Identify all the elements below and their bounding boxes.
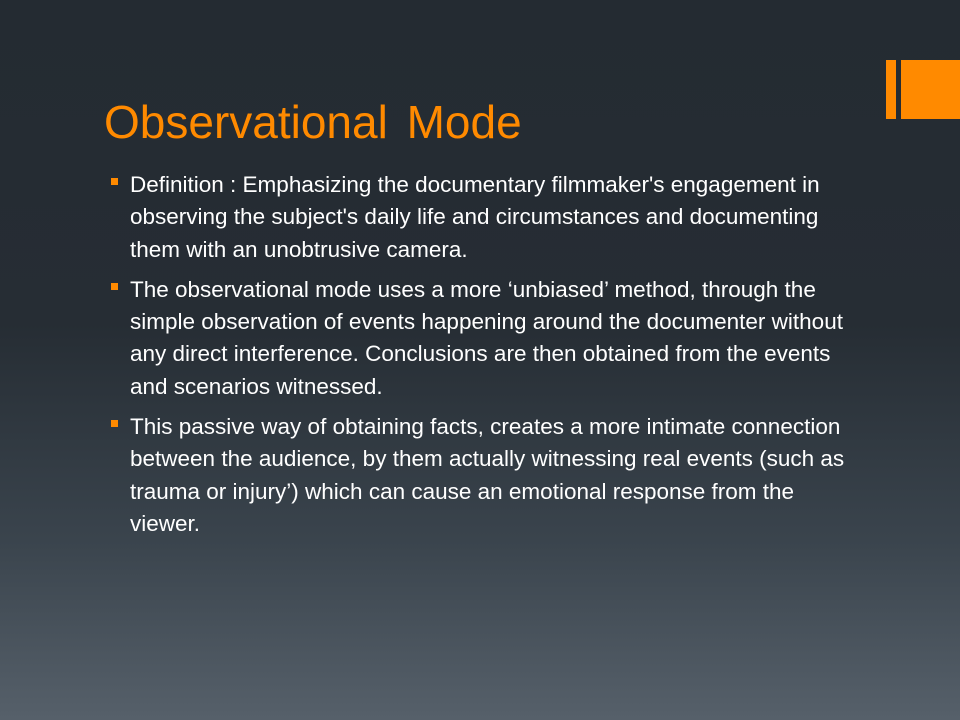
bullet-list: [104, 169, 864, 548]
bullet-item: [104, 411, 864, 540]
square-bullet-icon: [111, 178, 118, 185]
bullet-item: [104, 274, 864, 403]
bullet-item: [104, 169, 864, 266]
bullet-text: This passive way of obtaining facts, creates a more intimate connection between the audience, by them actually witnessing real events (such as trauma or injury’) which can cause an emotional response from the viewer.: [130, 414, 845, 536]
square-bullet-icon: [111, 420, 118, 427]
bullet-text: Definition : Emphasizing the documentary filmmaker's engagement in observing the subject's daily life and circumstances and documenting them with an unobtrusive camera.: [130, 172, 820, 262]
accent-bar-decoration: [886, 60, 896, 119]
slide-title: Observational Mode: [104, 96, 522, 148]
accent-square-decoration: [901, 60, 960, 119]
square-bullet-icon: [111, 283, 118, 290]
bullet-text: The observational mode uses a more ‘unbiased’ method, through the simple observation of events happening around the documenter without any direct interference. Conclusions are then obtained from the events and scenarios witnessed.: [130, 276, 843, 399]
